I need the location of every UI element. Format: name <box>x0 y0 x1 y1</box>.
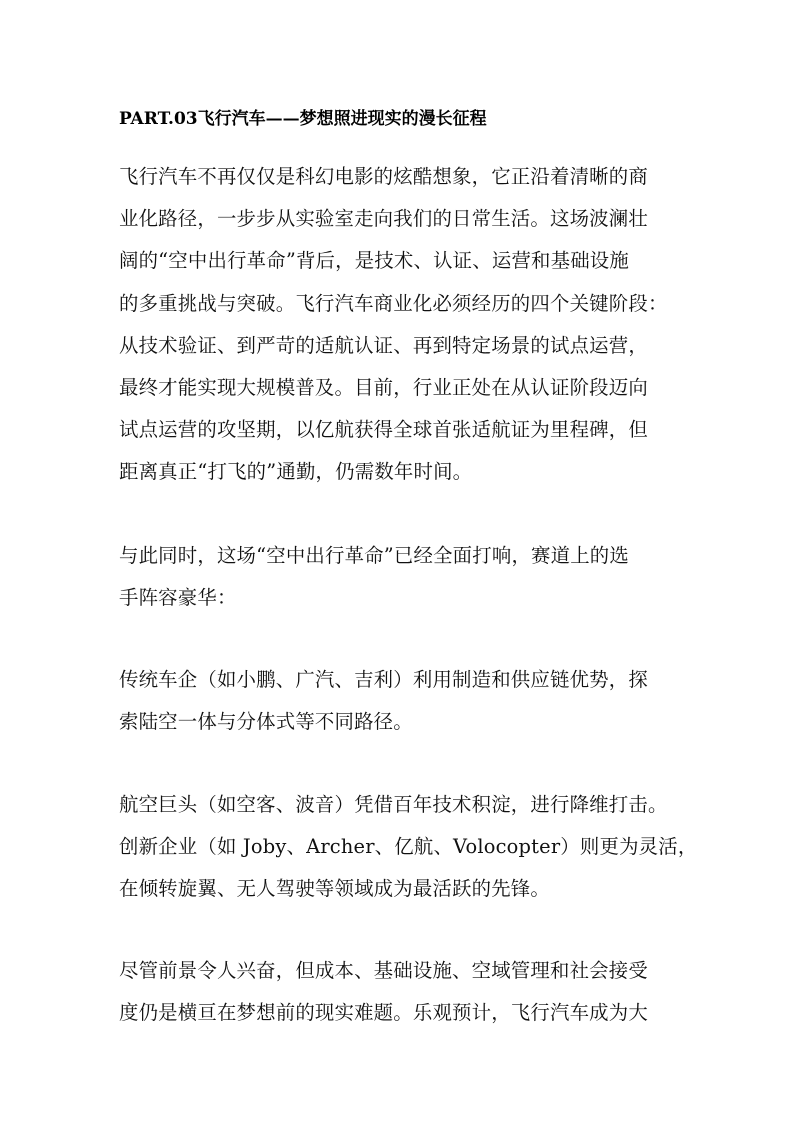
paragraph-5-line-1: 尽管前景令人兴奋，但成本、基础设施、空域管理和社会接受 <box>119 959 648 982</box>
paragraph-4-line-2: 创新企业（如 Joby、Archer、亿航、Volocopter）则更为灵活， <box>119 835 698 858</box>
paragraph-5-line-2: 度仍是横亘在梦想前的现实难题。乐观预计，飞行汽车成为大 <box>119 1001 648 1024</box>
paragraph-3-line-1: 传统车企（如小鹏、广汽、吉利）利用制造和供应链优势，探 <box>119 668 648 691</box>
paragraph-4-line-3: 在倾转旋翼、无人驾驶等领域成为最活跃的先锋。 <box>119 877 550 900</box>
paragraph-1-line-4: 的多重挑战与突破。飞行汽车商业化必须经历的四个关键阶段： <box>119 292 668 315</box>
section-heading: PART.03飞行汽车——梦想照进现实的漫长征程 <box>119 109 487 129</box>
paragraph-1-line-2: 业化路径，一步步从实验室走向我们的日常生活。这场波澜壮 <box>119 207 648 230</box>
paragraph-1-line-6: 最终才能实现大规模普及。目前，行业正处在从认证阶段迈向 <box>119 376 648 399</box>
paragraph-3-line-2: 索陆空一体与分体式等不同路径。 <box>119 710 413 733</box>
paragraph-1-line-7: 试点运营的攻坚期，以亿航获得全球首张适航证为里程碑，但 <box>119 418 648 441</box>
paragraph-1-line-1: 飞行汽车不再仅仅是科幻电影的炫酷想象，它正沿着清晰的商 <box>119 165 648 188</box>
paragraph-1-line-5: 从技术验证、到严苛的适航认证、再到特定场景的试点运营， <box>119 334 648 357</box>
paragraph-2-line-1: 与此同时，这场“空中出行革命”已经全面打响，赛道上的选 <box>119 544 629 567</box>
paragraph-4-line-1: 航空巨头（如空客、波音）凭借百年技术积淀，进行降维打击。 <box>119 793 668 816</box>
paragraph-2-line-2: 手阵容豪华： <box>119 586 237 609</box>
paragraph-1-line-3: 阔的“空中出行革命”背后，是技术、认证、运营和基础设施 <box>119 249 629 272</box>
paragraph-1-line-8: 距离真正“打飞的”通勤，仍需数年时间。 <box>119 460 473 483</box>
